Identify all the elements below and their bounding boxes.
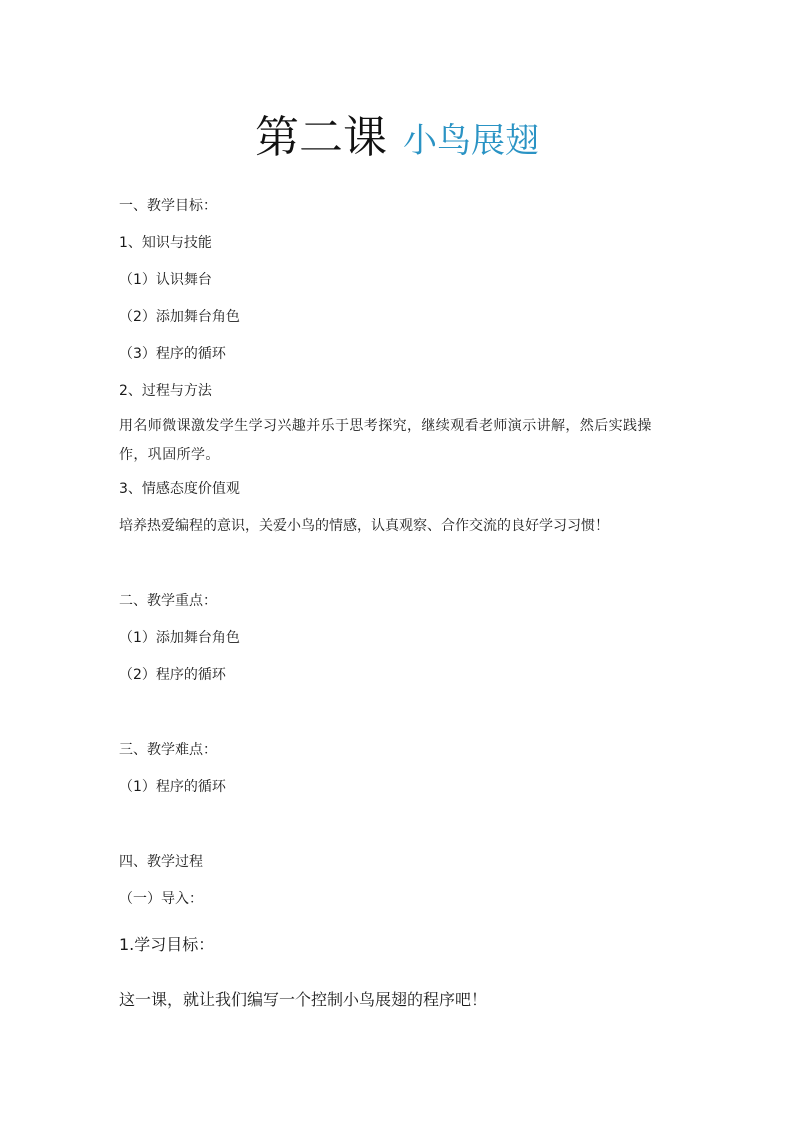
list-item: （1）认识舞台 <box>119 272 212 288</box>
paragraph-attitudes-values: 培养热爱编程的意识，关爱小鸟的情感，认真观察、合作交流的良好学习习惯！ <box>119 518 609 534</box>
subheading-knowledge-skills: 1、知识与技能 <box>119 235 212 251</box>
section-heading-objectives: 一、教学目标： <box>119 198 217 214</box>
list-item: （2）添加舞台角色 <box>119 309 240 325</box>
list-item: （1）添加舞台角色 <box>119 630 240 646</box>
section-heading-difficulties: 三、教学难点： <box>119 742 217 758</box>
paragraph-process-methods: 用名师微课激发学生学习兴趣并乐于思考探究，继续观看老师演示讲解，然后实践操作，巩固所学。 <box>119 418 652 463</box>
paragraph-lesson-intro: 这一课，就让我们编写一个控制小鸟展翅的程序吧！ <box>119 990 488 1009</box>
title-lesson-number: 第二课 <box>255 112 387 163</box>
list-item: （1）程序的循环 <box>119 779 226 795</box>
subheading-learning-goal: 1.学习目标： <box>119 935 215 954</box>
section-heading-key-points: 二、教学重点： <box>119 593 217 609</box>
subheading-introduction: （一）导入： <box>119 891 203 907</box>
title-lesson-name: 小鸟展翅 <box>403 121 539 161</box>
page-title <box>0 108 794 177</box>
subheading-process-methods: 2、过程与方法 <box>119 383 212 399</box>
list-item: （3）程序的循环 <box>119 346 226 362</box>
subheading-attitudes-values: 3、情感态度价值观 <box>119 481 240 497</box>
section-heading-teaching-process: 四、教学过程 <box>119 854 203 870</box>
list-item: （2）程序的循环 <box>119 667 226 683</box>
